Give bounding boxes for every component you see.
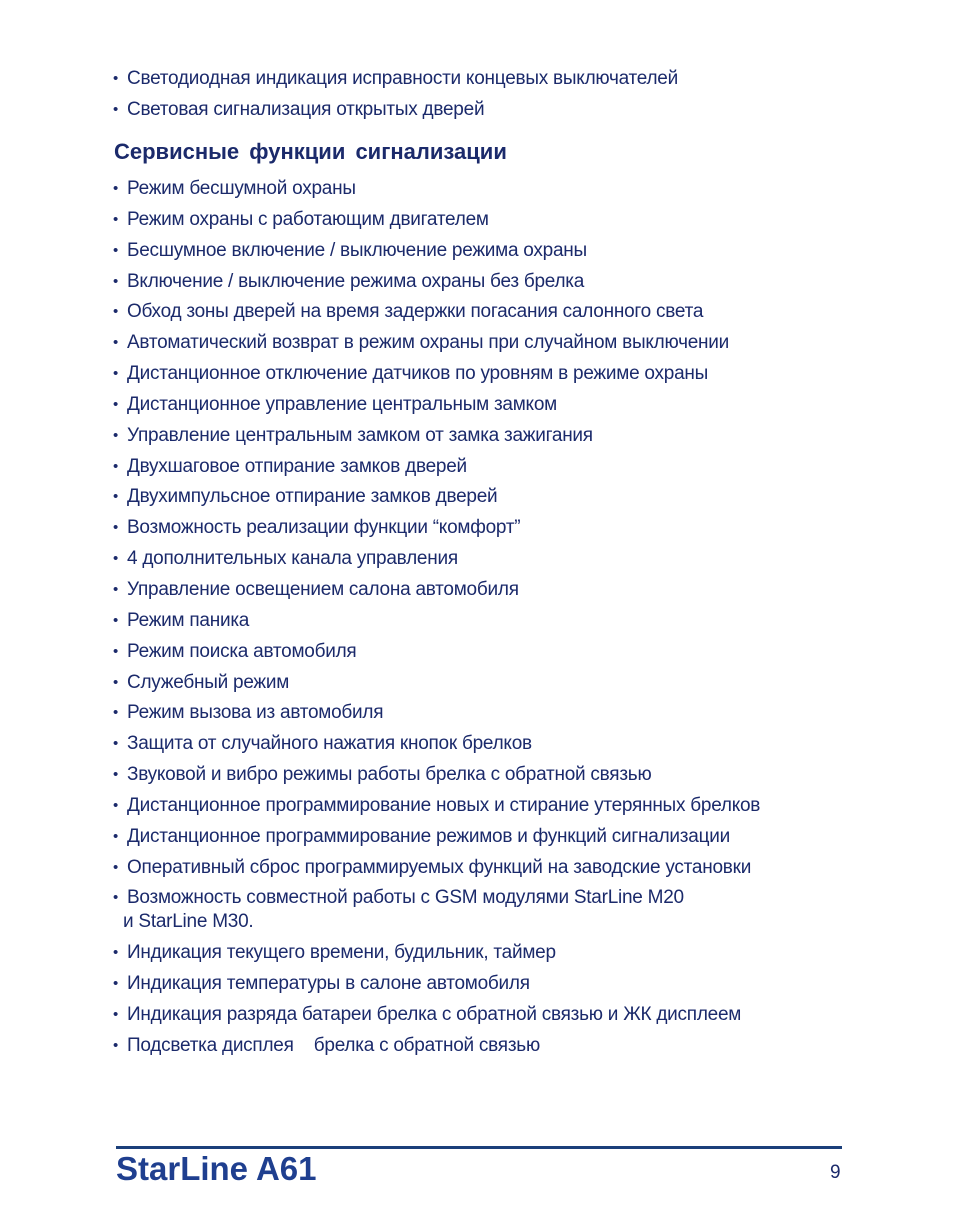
bullet-icon: • [113, 334, 119, 352]
list-item-text: Возможность реализации функции “комфорт” [127, 517, 521, 539]
list-item-text: Индикация текущего времени, будильник, таймер [127, 942, 556, 964]
bullet-icon: • [113, 796, 119, 814]
bullet-icon: • [113, 303, 119, 321]
list-item [113, 701, 873, 725]
bullet-icon: • [113, 704, 119, 722]
list-item-text: Звуковой и вибро режимы работы брелка с обратной связью [127, 764, 652, 786]
list-item-text: Режим поиска автомобиля [127, 640, 357, 662]
list-item [113, 208, 873, 232]
bullet-icon: • [113, 642, 119, 660]
list-item [113, 732, 873, 756]
list-item [113, 972, 873, 996]
bullet-icon: • [113, 488, 119, 506]
bullet-icon: • [113, 1005, 119, 1023]
list-item [113, 455, 873, 479]
footer-brand: StarLine A61 [116, 1150, 317, 1187]
bullet-icon: • [113, 241, 119, 259]
list-item-text: Режим вызова из автомобиля [127, 702, 384, 724]
bullet-icon: • [113, 426, 119, 444]
list-item-text: Возможность совместной работы с GSM модулями StarLine M20 [127, 887, 684, 909]
list-item-text: Оперативный сброс программируемых функций на заводские установки [127, 856, 752, 878]
list-item [113, 856, 873, 880]
bullet-icon: • [113, 858, 119, 876]
list-item [113, 547, 873, 571]
list-item-text: Световая сигнализация открытых дверей [127, 98, 485, 120]
list-item-text: Светодиодная индикация исправности концевых выключателей [127, 68, 678, 89]
list-item-text: Режим охраны с работающим двигателем [127, 208, 489, 230]
bullet-icon: • [113, 70, 119, 87]
list-item-text: Режим бесшумной охраны [127, 178, 356, 199]
list-item-text: Включение / выключение режима охраны без брелка [127, 270, 585, 292]
list-item [113, 177, 873, 201]
top-bullet-list [113, 67, 873, 129]
bullet-icon: • [113, 580, 119, 598]
list-item-text: Индикация температуры в салоне автомобиля [127, 973, 530, 995]
list-item [113, 98, 873, 122]
list-item [113, 794, 873, 818]
list-item-text: 4 дополнительных канала управления [127, 548, 458, 570]
list-item [113, 640, 873, 664]
list-item [113, 362, 873, 386]
list-item-text: Бесшумное включение / выключение режима охраны [127, 239, 587, 261]
bullet-icon: • [113, 180, 119, 197]
list-item [113, 239, 873, 263]
list-item [113, 393, 873, 417]
list-item-text: Обход зоны дверей на время задержки погасания салонного света [127, 301, 704, 323]
list-item-text: Защита от случайного нажатия кнопок брелков [127, 733, 532, 755]
list-item-text: Автоматический возврат в режим охраны при случайном выключении [127, 332, 730, 354]
list-item [113, 270, 873, 294]
list-item [113, 67, 873, 91]
list-item [113, 825, 873, 849]
list-item [113, 300, 873, 324]
bullet-icon: • [113, 766, 119, 784]
bullet-icon: • [113, 457, 119, 475]
bullet-icon: • [113, 611, 119, 629]
list-item-text: Двухимпульсное отпирание замков дверей [127, 486, 498, 508]
list-item-text: Двухшаговое отпирание замков дверей [127, 455, 467, 477]
bullet-icon: • [113, 519, 119, 537]
list-item-text: Режим паника [127, 609, 250, 631]
bullet-icon: • [113, 210, 119, 228]
list-item-text: Управление освещением салона автомобиля [127, 578, 519, 600]
page-number: 9 [830, 1162, 841, 1183]
bullet-icon: • [113, 975, 119, 993]
list-item-text: Дистанционное отключение датчиков по уровням в режиме охраны [127, 363, 709, 385]
list-item [113, 671, 873, 695]
service-functions-list [113, 177, 873, 1065]
list-item-gsm [113, 886, 873, 934]
list-item-text: Дистанционное управление центральным замком [127, 393, 557, 415]
list-item [113, 941, 873, 965]
list-item [113, 424, 873, 448]
list-item [113, 763, 873, 787]
bullet-icon: • [113, 827, 119, 845]
list-item-text: Подсветка дисплея брелка с обратной связью [127, 1034, 540, 1056]
bullet-icon: • [113, 550, 119, 568]
bullet-icon: • [113, 365, 119, 383]
list-item-text: Служебный режим [127, 671, 290, 693]
list-item [113, 578, 873, 602]
list-item [113, 331, 873, 355]
bullet-icon: • [113, 944, 119, 962]
section-title: Сервисные функции сигнализации [114, 139, 507, 164]
bullet-icon: • [113, 100, 119, 118]
bullet-icon: • [113, 735, 119, 753]
list-item-text: Индикация разряда батареи брелка с обратной связью и ЖК дисплеем [127, 1003, 742, 1025]
list-item [113, 1003, 873, 1027]
list-item [113, 516, 873, 540]
list-item [113, 485, 873, 509]
bullet-icon: • [113, 395, 119, 413]
bullet-icon: • [113, 889, 119, 907]
list-item-text-continuation: и StarLine M30. [123, 911, 254, 933]
list-item-text: Управление центральным замком от замка зажигания [127, 424, 593, 446]
bullet-icon: • [113, 1036, 119, 1054]
list-item [113, 1034, 873, 1058]
bullet-icon: • [113, 272, 119, 290]
bullet-icon: • [113, 673, 119, 691]
list-item [113, 609, 873, 633]
list-item-text: Дистанционное программирование новых и стирание утерянных брелков [127, 794, 761, 816]
list-item-text: Дистанционное программирование режимов и функций сигнализации [127, 825, 730, 847]
footer-divider [116, 1146, 842, 1149]
